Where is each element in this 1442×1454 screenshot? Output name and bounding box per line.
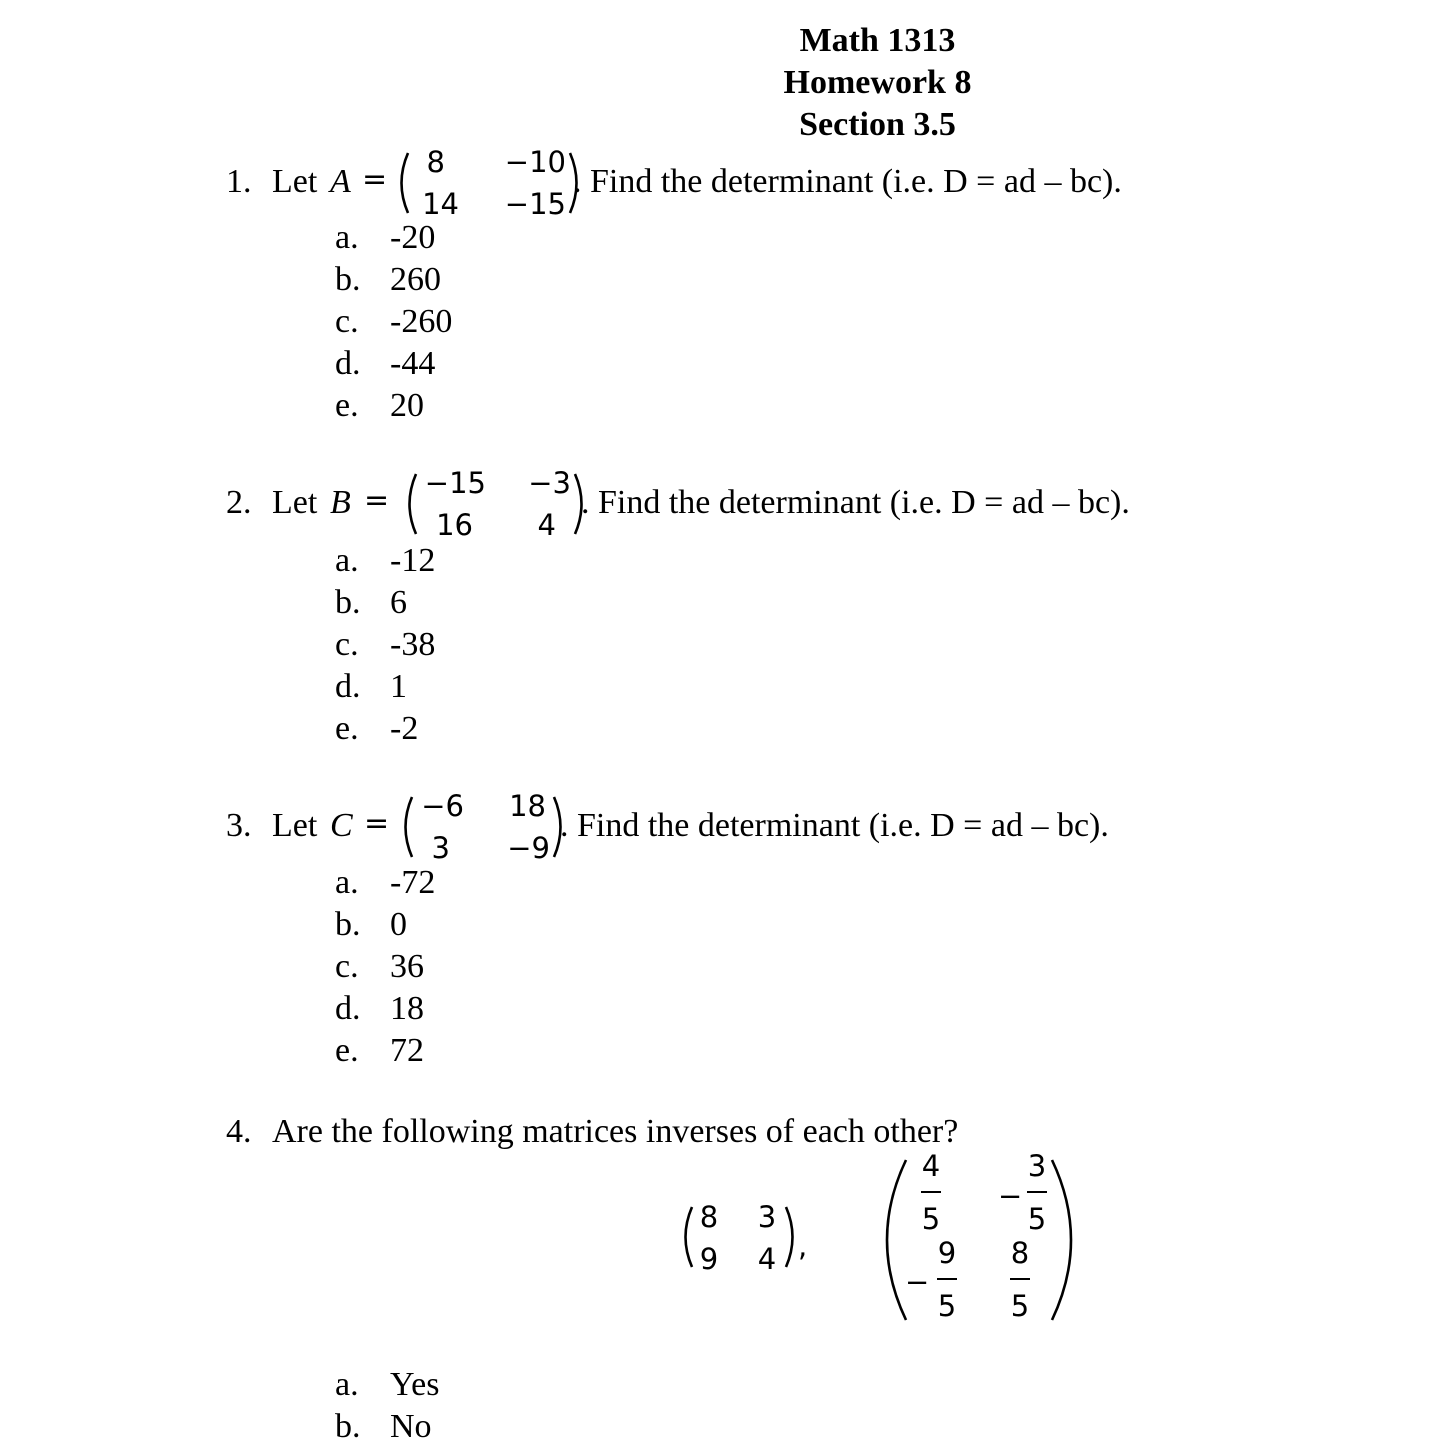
choice-value: No: [390, 1408, 432, 1445]
matrix-entry: 14: [422, 187, 459, 221]
matrix-entry: 3: [431, 831, 450, 865]
matrix-variable: C: [330, 807, 353, 844]
choice-value: 72: [390, 1032, 424, 1069]
matrix-entry: 18: [509, 789, 546, 823]
matrix-entry: −3: [528, 466, 571, 500]
choice-letter: d.: [335, 668, 361, 705]
matrix-entry: 16: [436, 508, 473, 542]
choice-letter: c.: [335, 948, 359, 985]
choice-item[interactable]: [335, 946, 435, 988]
choice-letter: a.: [335, 542, 359, 579]
matrix-entry: −6: [421, 789, 464, 823]
comma: ,: [798, 1229, 808, 1263]
choice-letter: d.: [335, 990, 361, 1027]
choice-letter: c.: [335, 303, 359, 340]
fraction-bar: [1027, 1191, 1047, 1193]
question-number: 1.: [226, 163, 252, 200]
matrix-entry: 4: [537, 508, 556, 542]
choice-letter: b.: [335, 584, 361, 621]
course-title: Math 1313: [799, 22, 956, 59]
fraction-numerator: 3: [1027, 1149, 1047, 1183]
choice-list: [335, 217, 452, 427]
choice-letter: a.: [335, 1366, 359, 1403]
question-number: 4.: [226, 1113, 252, 1150]
fraction-numerator: 8: [1010, 1236, 1030, 1270]
fraction-bar: [921, 1191, 941, 1193]
choice-item[interactable]: [335, 217, 452, 259]
choice-item[interactable]: [335, 582, 435, 624]
choice-letter: e.: [335, 387, 359, 424]
question-text: Are the following matrices inverses of each other?: [272, 1113, 959, 1150]
choice-item[interactable]: [335, 540, 435, 582]
choice-letter: c.: [335, 626, 359, 663]
choice-item[interactable]: [335, 708, 435, 750]
choice-item[interactable]: [335, 343, 452, 385]
let-word: Let: [272, 807, 318, 844]
matrix-entry: 8: [699, 1200, 719, 1234]
choice-value: -260: [390, 303, 453, 340]
question-prompt: . Find the determinant (i.e. D = ad – bc).: [581, 484, 1130, 521]
choice-item[interactable]: [335, 1364, 439, 1406]
choice-value: 18: [390, 990, 424, 1027]
matrix-entry: 8: [426, 145, 445, 179]
choice-value: -44: [390, 345, 436, 382]
choice-value: -20: [390, 219, 436, 256]
choice-value: -72: [390, 864, 436, 901]
choice-item[interactable]: [335, 904, 435, 946]
choice-letter: b.: [335, 261, 361, 298]
equals-sign: =: [364, 483, 390, 518]
fraction-denominator: 5: [1010, 1289, 1030, 1323]
choice-value: -2: [390, 710, 419, 747]
choice-value: Yes: [390, 1366, 440, 1403]
fraction-bar: [1010, 1278, 1030, 1280]
fraction-sign: −: [998, 1179, 1023, 1213]
choice-item[interactable]: [335, 666, 435, 708]
matrix-entry: −10: [504, 145, 566, 179]
fraction-denominator: 5: [921, 1202, 941, 1236]
equals-sign: =: [362, 162, 388, 197]
equals-sign: =: [364, 806, 390, 841]
matrix-variable: A: [330, 163, 351, 200]
choice-value: 260: [390, 261, 441, 298]
choice-value: 6: [390, 584, 407, 621]
choice-list: [335, 862, 435, 1072]
choice-list: [335, 1364, 439, 1448]
fraction-denominator: 5: [1027, 1202, 1047, 1236]
choice-item[interactable]: [335, 301, 452, 343]
choice-letter: b.: [335, 906, 361, 943]
matrix-entry: 9: [699, 1242, 719, 1276]
choice-letter: d.: [335, 345, 361, 382]
choice-letter: a.: [335, 219, 359, 256]
choice-item[interactable]: [335, 624, 435, 666]
choice-value: 36: [390, 948, 424, 985]
choice-letter: b.: [335, 1408, 361, 1445]
let-word: Let: [272, 163, 318, 200]
choice-item[interactable]: [335, 862, 435, 904]
let-word: Let: [272, 484, 318, 521]
matrix-entry: −15: [424, 466, 486, 500]
choice-letter: a.: [335, 864, 359, 901]
homework-title: Homework 8: [783, 64, 972, 101]
choice-value: 0: [390, 906, 407, 943]
fraction-sign: −: [905, 1265, 930, 1299]
choice-value: -38: [390, 626, 436, 663]
choice-value: 1: [390, 668, 407, 705]
question-number: 3.: [226, 807, 252, 844]
choice-item[interactable]: [335, 1030, 435, 1072]
choice-item[interactable]: [335, 988, 435, 1030]
fraction-numerator: 9: [937, 1236, 957, 1270]
choice-item[interactable]: [335, 259, 452, 301]
choice-value: 20: [390, 387, 424, 424]
matrix-variable: B: [330, 484, 351, 521]
question-prompt: . Find the determinant (i.e. D = ad – bc).: [573, 163, 1122, 200]
matrix-entry: 4: [757, 1242, 777, 1276]
matrix-entry: 3: [757, 1200, 777, 1234]
matrix-entry: −15: [504, 187, 566, 221]
choice-letter: e.: [335, 1032, 359, 1069]
matrix-entry: −9: [507, 831, 550, 865]
question-number: 2.: [226, 484, 252, 521]
fraction-numerator: 4: [921, 1149, 941, 1183]
choice-letter: e.: [335, 710, 359, 747]
fraction-denominator: 5: [937, 1289, 957, 1323]
choice-item[interactable]: [335, 385, 452, 427]
choice-value: -12: [390, 542, 436, 579]
question-prompt: . Find the determinant (i.e. D = ad – bc).: [560, 807, 1109, 844]
fraction-bar: [937, 1278, 957, 1280]
choice-item[interactable]: [335, 1406, 439, 1448]
choice-list: [335, 540, 435, 750]
section-title: Section 3.5: [799, 106, 956, 143]
